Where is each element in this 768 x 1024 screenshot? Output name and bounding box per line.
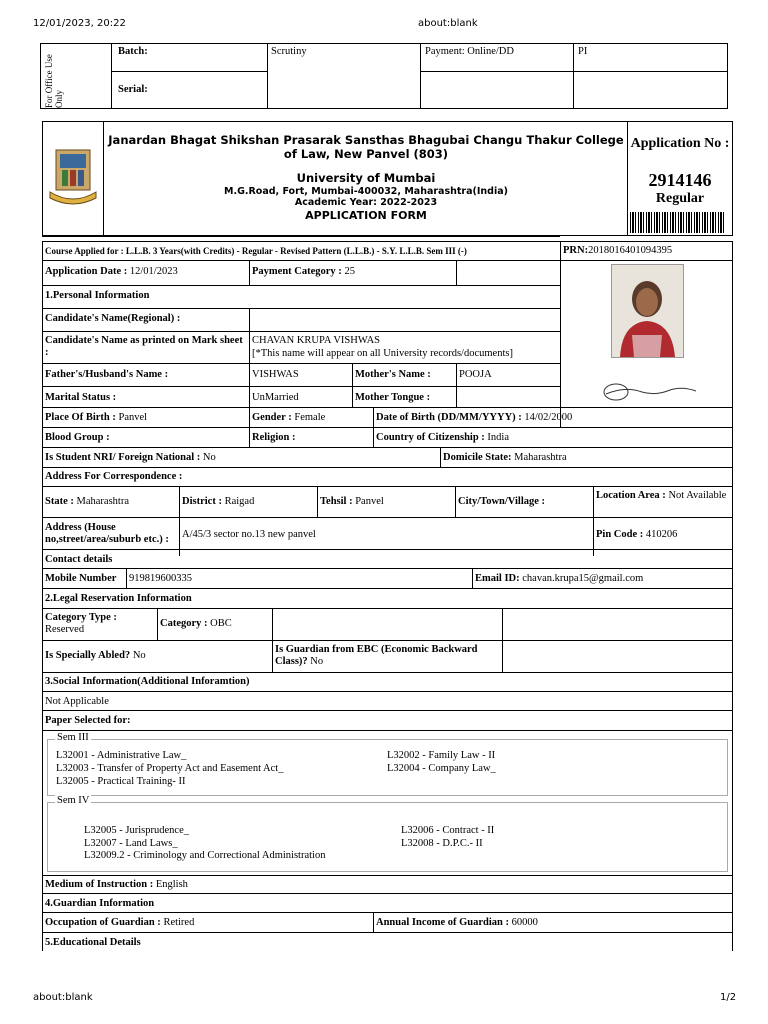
tehsil-cell: [317, 494, 455, 512]
candidate-signature: [596, 380, 700, 404]
dob-label: Date of Birth (DD/MM/YYYY) :: [376, 412, 522, 423]
university-logo-icon: [46, 148, 100, 208]
district-value: Raigad: [224, 496, 255, 507]
nri-cell: [42, 450, 440, 468]
sem4-right-list: [401, 825, 494, 850]
page-number: 1/2: [720, 992, 737, 1003]
personal-section-title: 1.Personal Information: [45, 290, 150, 301]
location-value: Not Available: [668, 490, 727, 501]
sem4-left-list: [84, 825, 325, 863]
location-label: Location Area :: [596, 490, 666, 501]
paper-item: L32001 - Administrative Law_: [56, 750, 187, 761]
district-label: District :: [182, 496, 222, 507]
citizenship-value: India: [487, 432, 509, 443]
cat-type-cell: [42, 610, 157, 640]
city-label: City/Town/Village :: [458, 496, 546, 507]
email-value: chavan.krupa15@gmail.com: [522, 573, 644, 584]
citizenship-cell: [373, 430, 733, 448]
app-date-label: Application Date :: [45, 266, 128, 277]
ebc-cell: [272, 642, 502, 670]
addr-label: Address (House no,street/area/suburb etc.) :: [45, 522, 169, 545]
sem3-legend: Sem III: [57, 732, 89, 743]
abled-label: Is Specially Abled?: [45, 650, 131, 661]
domicile-label: Domicile State:: [443, 452, 512, 463]
marital-label: Marital Status :: [45, 392, 117, 403]
university-address: M.G.Road, Fort, Mumbai-400032, Maharashtra(India): [224, 186, 508, 197]
pay-cat-label: Payment Category :: [252, 266, 342, 277]
abled-value: No: [132, 650, 146, 661]
footer-url: about:blank: [33, 992, 93, 1003]
ebc-label: Is Guardian from EBC (Economic Backward Class)?: [275, 644, 478, 667]
father-value: VISHWAS: [252, 369, 299, 380]
sem3-right-list: [387, 749, 496, 775]
app-date-value: 12/01/2023: [129, 266, 178, 277]
citizenship-label: Country of Citizenship :: [376, 432, 485, 443]
scrutiny-label: Scrutiny: [271, 46, 307, 57]
papers-title: Paper Selected for:: [45, 715, 131, 726]
social-section-title: 3.Social Information(Additional Inforamtion): [45, 676, 250, 687]
cat-type-label: Category Type :: [45, 612, 117, 623]
pin-cell: [593, 527, 733, 545]
paper-item: L32005 - Practical Training- II: [56, 776, 186, 787]
addr-value: A/45/3 sector no.13 new panvel: [182, 529, 316, 540]
social-value: Not Applicable: [45, 696, 109, 707]
pi-label: PI: [578, 46, 588, 57]
nri-label: Is Student NRI/ Foreign National :: [45, 452, 201, 463]
name-regional-label: Candidate's Name(Regional) :: [45, 313, 181, 324]
edu-section-title: 5.Educational Details: [45, 937, 141, 948]
cat-type-value: Reserved: [45, 624, 85, 635]
paper-item: L32006 - Contract - II: [401, 825, 495, 836]
dob-cell: [373, 410, 733, 428]
paper-item: L32009.2 - Criminology and Correctional Administration: [84, 850, 326, 861]
tehsil-label: Tehsil :: [320, 496, 353, 507]
state-cell: [42, 494, 179, 512]
nri-value: No: [202, 452, 216, 463]
course-label: Course Applied for :: [45, 246, 124, 256]
paper-item: L32004 - Company Law_: [387, 763, 496, 774]
income-cell: [373, 915, 733, 933]
application-type: Regular: [655, 191, 705, 206]
pin-value: 410206: [645, 529, 678, 540]
pob-value: Panvel: [118, 412, 148, 423]
tehsil-value: Panvel: [355, 496, 384, 507]
income-label: Annual Income of Guardian :: [376, 917, 510, 928]
office-vertical-label: For Office Use Only: [44, 54, 64, 108]
district-cell: [179, 494, 317, 512]
sem3-left-list: [56, 749, 283, 788]
paper-item: L32005 - Jurisprudence_: [84, 825, 189, 836]
email-cell: [472, 571, 733, 589]
occupation-cell: [42, 915, 373, 933]
pob-label: Place Of Birth :: [45, 412, 116, 423]
course-row: [42, 243, 560, 261]
name-mark-value: CHAVAN KRUPA VISHWAS: [252, 335, 380, 346]
dob-value: 14/02/2000: [524, 412, 573, 423]
medium-label: Medium of Instruction :: [45, 879, 154, 890]
location-cell: [593, 488, 733, 516]
guardian-section-title: 4.Guardian Information: [45, 898, 155, 909]
payment-label: Payment: Online/DD: [425, 46, 514, 57]
category-value: OBC: [210, 618, 232, 629]
print-url: about:blank: [418, 18, 478, 29]
form-title: APPLICATION FORM: [305, 209, 427, 222]
pay-cat-value: 25: [344, 266, 355, 277]
application-no-label: Application No :: [630, 136, 730, 151]
gender-value: Female: [294, 412, 326, 423]
prn-value: 2018016401094395: [588, 245, 673, 256]
name-mark-label: Candidate's Name as printed on Mark sheet :: [45, 335, 243, 358]
category-label: Category :: [160, 618, 208, 629]
state-label: State :: [45, 496, 74, 507]
academic-year: Academic Year: 2022-2023: [294, 197, 438, 208]
gender-cell: [249, 410, 373, 428]
mother-label: Mother's Name :: [355, 369, 431, 380]
serial-label: Serial:: [118, 84, 148, 95]
occupation-label: Occupation of Guardian :: [45, 917, 161, 928]
tongue-label: Mother Tongue :: [355, 392, 431, 403]
address-section-title: Address For Correspondence :: [45, 471, 183, 482]
contact-title: Contact details: [45, 554, 113, 565]
course-value: L.L.B. 3 Years(with Credits) - Regular - Revised Pattern (L.L.B.) - S.Y. L.L.B. Sem III (-): [125, 246, 467, 256]
category-cell: [157, 616, 272, 634]
candidate-photo: [611, 264, 684, 358]
legal-section-title: 2.Legal Reservation Information: [45, 593, 192, 604]
paper-item: L32007 - Land Laws_: [84, 837, 178, 849]
email-label: Email ID:: [475, 573, 520, 584]
name-note: [*This name will appear on all University records/documents]: [252, 348, 513, 359]
application-no: 2914146: [648, 170, 712, 190]
occupation-value: Retired: [163, 917, 195, 928]
mobile-label: Mobile Number: [45, 573, 117, 584]
university-name: University of Mumbai: [296, 171, 436, 185]
mobile-value: 919819600335: [129, 573, 192, 584]
app-date-cell: [42, 264, 249, 282]
religion-label: Religion :: [252, 432, 296, 443]
paper-item: L32008 - D.P.C.- II: [401, 837, 483, 849]
prn-label: PRN:: [563, 245, 589, 256]
pob-cell: [42, 410, 249, 428]
medium-value: English: [155, 879, 188, 890]
abled-cell: [42, 648, 272, 666]
prn-cell: [560, 243, 733, 261]
pin-label: Pin Code :: [596, 529, 644, 540]
print-datetime: 12/01/2023, 20:22: [33, 18, 126, 29]
father-label: Father's/Husband's Name :: [45, 369, 169, 380]
income-value: 60000: [511, 917, 538, 928]
ebc-value: No: [310, 656, 324, 667]
gender-label: Gender :: [252, 412, 292, 423]
college-name: Janardan Bhagat Shikshan Prasarak Sansthas Bhagubai Changu Thakur College of Law, New Panvel (803): [108, 133, 624, 161]
domicile-value: Maharashtra: [514, 452, 567, 463]
marital-value: UnMarried: [252, 392, 299, 403]
paper-item: L32003 - Transfer of Property Act and Easement Act_: [56, 763, 284, 774]
mother-value: POOJA: [459, 369, 492, 380]
state-value: Maharashtra: [76, 496, 129, 507]
domicile-cell: [440, 450, 733, 468]
pay-cat-cell: [249, 264, 456, 282]
batch-label: Batch:: [118, 46, 148, 57]
paper-item: L32002 - Family Law - II: [387, 750, 496, 761]
blood-label: Blood Group :: [45, 432, 110, 443]
sem4-legend: Sem IV: [57, 795, 90, 806]
barcode: [630, 212, 726, 233]
